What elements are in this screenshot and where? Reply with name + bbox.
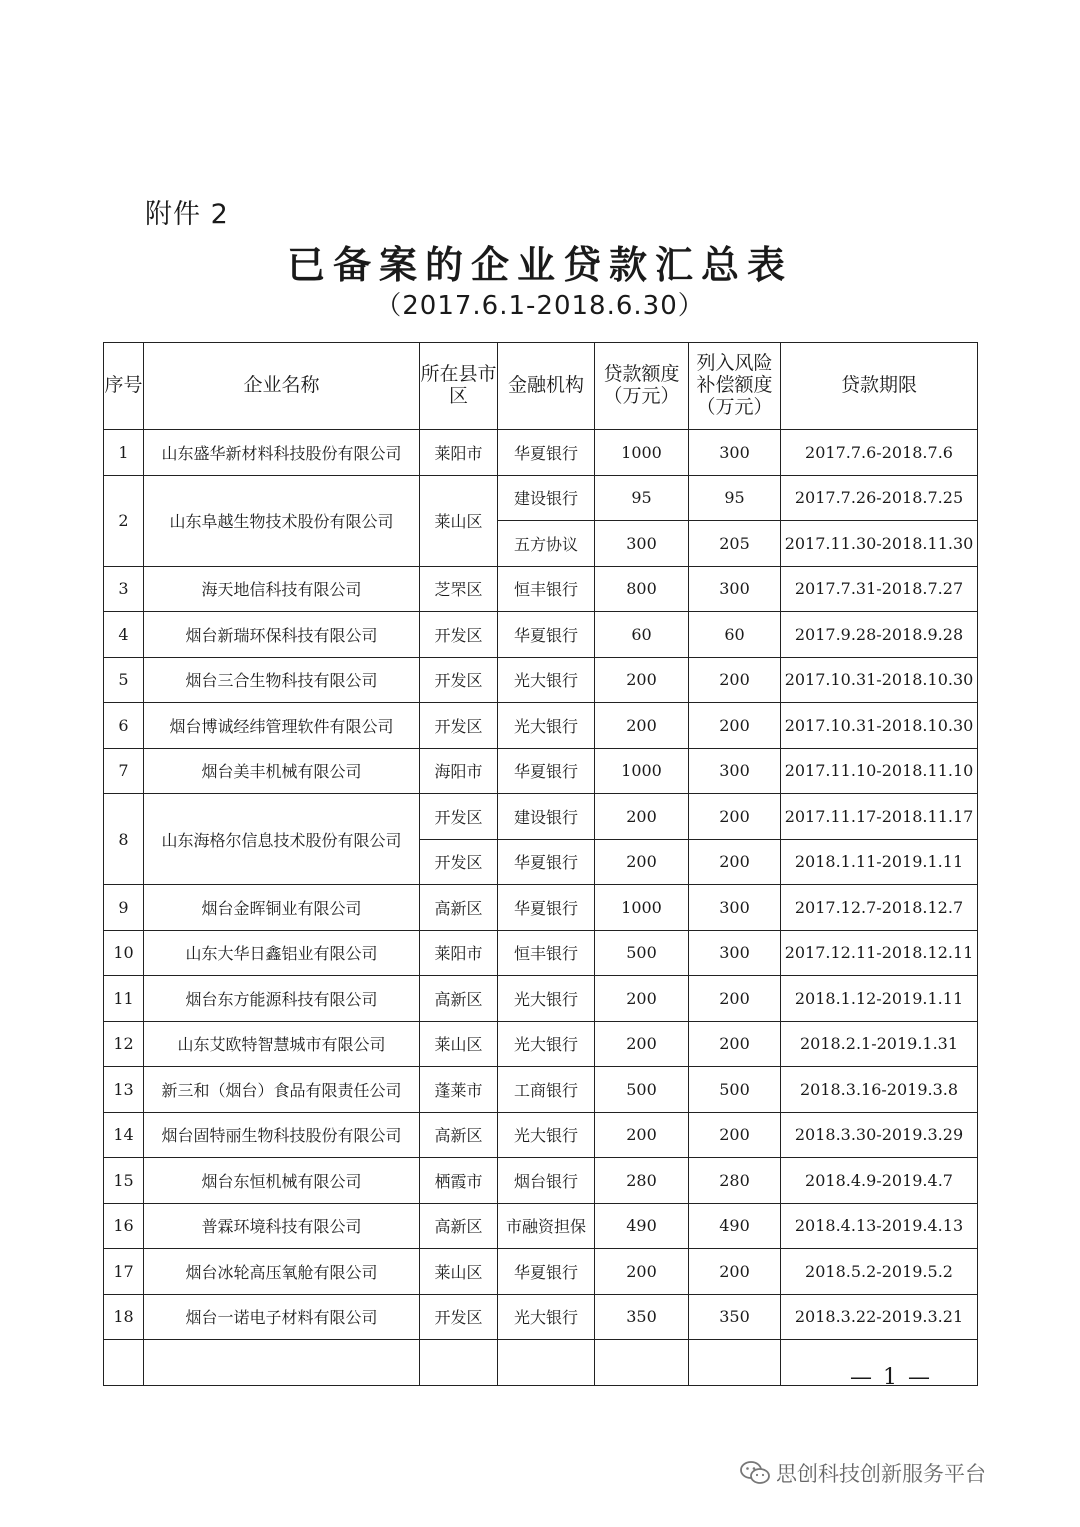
- cell-amount: 200: [595, 1249, 689, 1295]
- cell-period: 2017.7.6-2018.7.6: [781, 430, 978, 476]
- cell-seq: 9: [104, 885, 144, 931]
- cell-county: 开发区: [420, 839, 498, 885]
- cell-county: 高新区: [420, 976, 498, 1022]
- cell-county: 开发区: [420, 703, 498, 749]
- cell-risk: 200: [689, 1249, 781, 1295]
- cell-period: 2018.3.30-2019.3.29: [781, 1112, 978, 1158]
- header-risk: 列入风险补偿额度（万元）: [689, 343, 781, 430]
- cell-company: 烟台三合生物科技有限公司: [144, 657, 420, 703]
- cell-company: 烟台美丰机械有限公司: [144, 748, 420, 794]
- cell-county: 开发区: [420, 1294, 498, 1340]
- cell-seq: 17: [104, 1249, 144, 1295]
- cell-seq: 15: [104, 1158, 144, 1204]
- cell-seq: 14: [104, 1112, 144, 1158]
- cell-period: 2017.12.11-2018.12.11: [781, 930, 978, 976]
- cell-bank: 建设银行: [498, 475, 595, 521]
- header-seq: 序号: [104, 343, 144, 430]
- cell-company: 烟台博诚经纬管理软件有限公司: [144, 703, 420, 749]
- cell-company: 烟台东方能源科技有限公司: [144, 976, 420, 1022]
- cell-company: 烟台一诺电子材料有限公司: [144, 1294, 420, 1340]
- cell-risk: 300: [689, 566, 781, 612]
- cell-bank: 光大银行: [498, 976, 595, 1022]
- cell-bank: 华夏银行: [498, 748, 595, 794]
- cell-amount: 300: [595, 521, 689, 567]
- cell-period: 2018.1.12-2019.1.11: [781, 976, 978, 1022]
- cell-bank: 华夏银行: [498, 612, 595, 658]
- cell-risk: 200: [689, 839, 781, 885]
- cell-seq: 3: [104, 566, 144, 612]
- table-row: [104, 976, 978, 1022]
- cell-county: 莱阳市: [420, 930, 498, 976]
- table-row: [104, 1249, 978, 1295]
- cell-amount: 200: [595, 839, 689, 885]
- cell-risk: 200: [689, 976, 781, 1022]
- cell-amount: 350: [595, 1294, 689, 1340]
- cell-amount: 500: [595, 930, 689, 976]
- cell-seq: 1: [104, 430, 144, 476]
- cell-risk: [689, 1340, 781, 1386]
- cell-amount: 200: [595, 703, 689, 749]
- table-row: [104, 794, 978, 840]
- cell-amount: 500: [595, 1067, 689, 1113]
- cell-company: 山东艾欧特智慧城市有限公司: [144, 1021, 420, 1067]
- table-row: [104, 612, 978, 658]
- watermark-text: 思创科技创新服务平台: [776, 1462, 986, 1486]
- cell-amount: 280: [595, 1158, 689, 1204]
- cell-period: 2018.4.13-2019.4.13: [781, 1203, 978, 1249]
- cell-bank: 华夏银行: [498, 430, 595, 476]
- cell-bank: 恒丰银行: [498, 930, 595, 976]
- cell-bank: 市融资担保: [498, 1203, 595, 1249]
- table-row: [104, 1021, 978, 1067]
- cell-company: 海天地信科技有限公司: [144, 566, 420, 612]
- cell-period: 2018.3.16-2019.3.8: [781, 1067, 978, 1113]
- table-row: [104, 930, 978, 976]
- cell-amount: 800: [595, 566, 689, 612]
- cell-county: 栖霞市: [420, 1158, 498, 1204]
- cell-amount: [595, 1340, 689, 1386]
- table-row: [104, 1158, 978, 1204]
- cell-company: 普霖环境科技有限公司: [144, 1203, 420, 1249]
- cell-amount: 1000: [595, 748, 689, 794]
- cell-bank: 华夏银行: [498, 885, 595, 931]
- watermark: [740, 1458, 986, 1488]
- cell-period: 2017.7.26-2018.7.25: [781, 475, 978, 521]
- cell-county: 开发区: [420, 794, 498, 840]
- annex-label: 附件 2: [145, 199, 229, 230]
- cell-period: 2018.4.9-2019.4.7: [781, 1158, 978, 1204]
- cell-amount: 1000: [595, 885, 689, 931]
- cell-bank: [498, 1340, 595, 1386]
- cell-bank: 光大银行: [498, 657, 595, 703]
- header-period: 贷款期限: [781, 343, 978, 430]
- table-row: [104, 1340, 978, 1386]
- cell-county: 莱山区: [420, 475, 498, 566]
- cell-risk: 200: [689, 1112, 781, 1158]
- cell-seq: 11: [104, 976, 144, 1022]
- cell-bank: 光大银行: [498, 703, 595, 749]
- cell-seq: 7: [104, 748, 144, 794]
- cell-bank: 光大银行: [498, 1112, 595, 1158]
- table-row: [104, 1294, 978, 1340]
- cell-risk: 300: [689, 930, 781, 976]
- page-number: — 1 —: [850, 1365, 932, 1390]
- header-bank: 金融机构: [498, 343, 595, 430]
- cell-company: 烟台新瑞环保科技有限公司: [144, 612, 420, 658]
- cell-county: 芝罘区: [420, 566, 498, 612]
- header-county: 所在县市区: [420, 343, 498, 430]
- cell-risk: 200: [689, 703, 781, 749]
- cell-bank: 光大银行: [498, 1021, 595, 1067]
- table-row: [104, 566, 978, 612]
- cell-risk: 490: [689, 1203, 781, 1249]
- cell-period: 2017.9.28-2018.9.28: [781, 612, 978, 658]
- cell-risk: 280: [689, 1158, 781, 1204]
- cell-company: 烟台金晖铜业有限公司: [144, 885, 420, 931]
- cell-period: 2017.11.17-2018.11.17: [781, 794, 978, 840]
- cell-seq: 5: [104, 657, 144, 703]
- cell-county: 开发区: [420, 612, 498, 658]
- cell-county: 高新区: [420, 885, 498, 931]
- cell-county: 高新区: [420, 1203, 498, 1249]
- table-row: [104, 748, 978, 794]
- cell-county: 莱阳市: [420, 430, 498, 476]
- cell-amount: 95: [595, 475, 689, 521]
- cell-amount: 1000: [595, 430, 689, 476]
- cell-period: 2017.10.31-2018.10.30: [781, 657, 978, 703]
- cell-company: 山东盛华新材料科技股份有限公司: [144, 430, 420, 476]
- cell-risk: 500: [689, 1067, 781, 1113]
- table-row: [104, 885, 978, 931]
- cell-risk: 300: [689, 748, 781, 794]
- cell-risk: 200: [689, 657, 781, 703]
- cell-risk: 350: [689, 1294, 781, 1340]
- cell-period: 2017.7.31-2018.7.27: [781, 566, 978, 612]
- cell-seq: 4: [104, 612, 144, 658]
- cell-county: 开发区: [420, 657, 498, 703]
- cell-company: 山东大华日鑫铝业有限公司: [144, 930, 420, 976]
- cell-company: 山东阜越生物技术股份有限公司: [144, 475, 420, 566]
- cell-bank: 五方协议: [498, 521, 595, 567]
- cell-company: 新三和（烟台）食品有限责任公司: [144, 1067, 420, 1113]
- cell-bank: 光大银行: [498, 1294, 595, 1340]
- cell-company: [144, 1340, 420, 1386]
- cell-amount: 200: [595, 1021, 689, 1067]
- cell-amount: 490: [595, 1203, 689, 1249]
- table-row: [104, 1112, 978, 1158]
- table-header-row: [104, 343, 978, 430]
- cell-risk: 300: [689, 430, 781, 476]
- wechat-icon: [740, 1460, 770, 1486]
- cell-county: 海阳市: [420, 748, 498, 794]
- cell-period: 2017.12.7-2018.12.7: [781, 885, 978, 931]
- cell-seq: 18: [104, 1294, 144, 1340]
- header-company: 企业名称: [144, 343, 420, 430]
- cell-company: 烟台东恒机械有限公司: [144, 1158, 420, 1204]
- cell-risk: 300: [689, 885, 781, 931]
- cell-company: 山东海格尔信息技术股份有限公司: [144, 794, 420, 885]
- cell-period: 2017.10.31-2018.10.30: [781, 703, 978, 749]
- table-row: [104, 475, 978, 521]
- cell-bank: 恒丰银行: [498, 566, 595, 612]
- page-title: 已备案的企业贷款汇总表: [286, 243, 793, 287]
- cell-company: 烟台冰轮高压氧舱有限公司: [144, 1249, 420, 1295]
- cell-county: 高新区: [420, 1112, 498, 1158]
- cell-period: 2017.11.10-2018.11.10: [781, 748, 978, 794]
- cell-seq: 12: [104, 1021, 144, 1067]
- cell-bank: 工商银行: [498, 1067, 595, 1113]
- cell-seq: 6: [104, 703, 144, 749]
- cell-risk: 205: [689, 521, 781, 567]
- header-amount: 贷款额度（万元）: [595, 343, 689, 430]
- cell-seq: [104, 1340, 144, 1386]
- cell-amount: 200: [595, 976, 689, 1022]
- table-row: [104, 430, 978, 476]
- cell-period: 2018.1.11-2019.1.11: [781, 839, 978, 885]
- cell-county: 莱山区: [420, 1249, 498, 1295]
- table-row: [104, 657, 978, 703]
- cell-amount: 200: [595, 1112, 689, 1158]
- cell-amount: 200: [595, 657, 689, 703]
- cell-period: 2018.5.2-2019.5.2: [781, 1249, 978, 1295]
- table-row: [104, 1203, 978, 1249]
- cell-bank: 建设银行: [498, 794, 595, 840]
- cell-risk: 200: [689, 1021, 781, 1067]
- cell-seq: 16: [104, 1203, 144, 1249]
- cell-risk: 60: [689, 612, 781, 658]
- cell-county: 莱山区: [420, 1021, 498, 1067]
- cell-seq: 13: [104, 1067, 144, 1113]
- cell-amount: 200: [595, 794, 689, 840]
- loan-summary-table: [103, 342, 978, 1386]
- cell-county: [420, 1340, 498, 1386]
- cell-bank: 华夏银行: [498, 1249, 595, 1295]
- cell-bank: 烟台银行: [498, 1158, 595, 1204]
- cell-risk: 95: [689, 475, 781, 521]
- cell-company: 烟台固特丽生物科技股份有限公司: [144, 1112, 420, 1158]
- date-range-subtitle: （2017.6.1-2018.6.30）: [375, 291, 705, 321]
- cell-period: 2018.2.1-2019.1.31: [781, 1021, 978, 1067]
- cell-seq: 2: [104, 475, 144, 566]
- cell-amount: 60: [595, 612, 689, 658]
- table-row: [104, 703, 978, 749]
- cell-period: 2018.3.22-2019.3.21: [781, 1294, 978, 1340]
- cell-risk: 200: [689, 794, 781, 840]
- cell-seq: 10: [104, 930, 144, 976]
- cell-seq: 8: [104, 794, 144, 885]
- cell-county: 蓬莱市: [420, 1067, 498, 1113]
- cell-period: 2017.11.30-2018.11.30: [781, 521, 978, 567]
- table-row: [104, 1067, 978, 1113]
- cell-bank: 华夏银行: [498, 839, 595, 885]
